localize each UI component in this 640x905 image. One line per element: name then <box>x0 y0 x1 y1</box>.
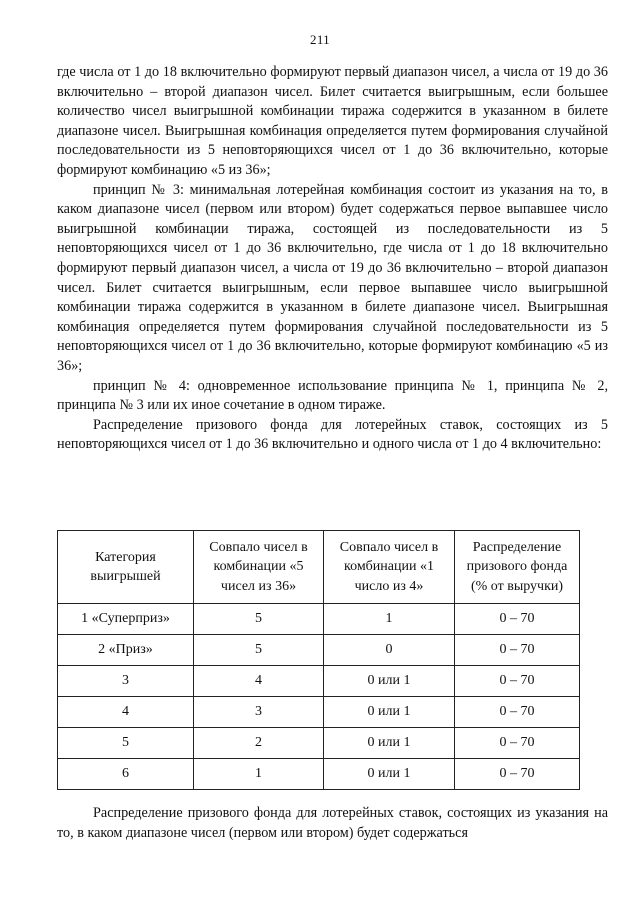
cell-matched-1-of-4: 0 или 1 <box>324 666 455 697</box>
cell-matched-1-of-4: 0 или 1 <box>324 728 455 759</box>
cell-category: 1 «Суперприз» <box>58 604 194 635</box>
cell-matched-1-of-4: 0 <box>324 635 455 666</box>
cell-category: 5 <box>58 728 194 759</box>
body-text-bottom <box>57 804 608 843</box>
prize-distribution-table <box>57 530 580 790</box>
cell-matched-5-of-36: 3 <box>194 697 324 728</box>
header-prize-fund-share: Распределение призового фонда (% от выручки) <box>455 531 580 604</box>
table-header-row <box>58 531 580 604</box>
cell-category: 2 «Приз» <box>58 635 194 666</box>
cell-prize-fund-share: 0 – 70 <box>455 728 580 759</box>
body-text-top <box>57 63 608 455</box>
cell-matched-5-of-36: 2 <box>194 728 324 759</box>
table-row <box>58 697 580 728</box>
cell-category: 6 <box>58 759 194 790</box>
table-row <box>58 759 580 790</box>
table-row <box>58 728 580 759</box>
table-row <box>58 604 580 635</box>
cell-matched-1-of-4: 0 или 1 <box>324 697 455 728</box>
paragraph-ranges: где числа от 1 до 18 включительно формируют первый диапазон чисел, а числа от 19 до 36 включительно – второй диапазон чисел. Билет считается выигрышным, если большее количество чисел выигрышной комбинации тиража содержится в указанном в билете диапазоне чисел. Выигрышная комбинация определяется путем формирования случайной последовательности из 5 неповторяющихся чисел от 1 до 36 включительно, которые формируют комбинацию «5 из 36»; <box>57 64 608 178</box>
paragraph-prize-distribution-intro: Распределение призового фонда для лотерейных ставок, состоящих из 5 неповторяющихся чисел от 1 до 36 включительно и одного числа от 1 до 4 включительно: <box>57 416 608 453</box>
cell-prize-fund-share: 0 – 70 <box>455 635 580 666</box>
header-category: Категория выигрышей <box>58 531 194 604</box>
header-matched-1-of-4: Совпало чисел в комбинации «1 число из 4» <box>324 531 455 604</box>
paragraph-prize-distribution-ranges: Распределение призового фонда для лотерейных ставок, состоящих из указания на то, в каком диапазоне чисел (первом или втором) будет содержаться <box>57 805 608 841</box>
cell-prize-fund-share: 0 – 70 <box>455 697 580 728</box>
cell-matched-1-of-4: 1 <box>324 604 455 635</box>
cell-category: 4 <box>58 697 194 728</box>
cell-matched-5-of-36: 5 <box>194 635 324 666</box>
paragraph-principle-4: принцип № 4: одновременное использование принципа № 1, принципа № 2, принципа № 3 или их иное сочетание в одном тираже. <box>57 377 608 414</box>
cell-matched-5-of-36: 4 <box>194 666 324 697</box>
cell-matched-5-of-36: 5 <box>194 604 324 635</box>
cell-prize-fund-share: 0 – 70 <box>455 759 580 790</box>
cell-matched-1-of-4: 0 или 1 <box>324 759 455 790</box>
cell-category: 3 <box>58 666 194 697</box>
page-number: 211 <box>310 32 330 47</box>
header-matched-5-of-36: Совпало чисел в комбинации «5 чисел из 36» <box>194 531 324 604</box>
table-row <box>58 635 580 666</box>
paragraph-principle-3: принцип № 3: минимальная лотерейная комбинация состоит из указания на то, в каком диапазоне чисел (первом или втором) будет содержаться первое выпавшее число выигрышной комбинации тиража, состоящей из последовательности из 5 неповторяющихся чисел от 1 до 36 включительно, где числа от 1 до 18 включительно формируют первый диапазон чисел, а числа от 19 до 36 включительно – второй диапазон чисел. Билет считается выигрышным, если первое выпавшее число выигрышной комбинации тиража содержится в указанном в билете диапазоне чисел. Выигрышная комбинация определяется путем формирования случайной последовательности из 5 неповторяющихся чисел от 1 до 36 включительно, которые формируют комбинацию «5 из 36»; <box>57 181 608 374</box>
table-row <box>58 666 580 697</box>
cell-prize-fund-share: 0 – 70 <box>455 666 580 697</box>
cell-prize-fund-share: 0 – 70 <box>455 604 580 635</box>
cell-matched-5-of-36: 1 <box>194 759 324 790</box>
